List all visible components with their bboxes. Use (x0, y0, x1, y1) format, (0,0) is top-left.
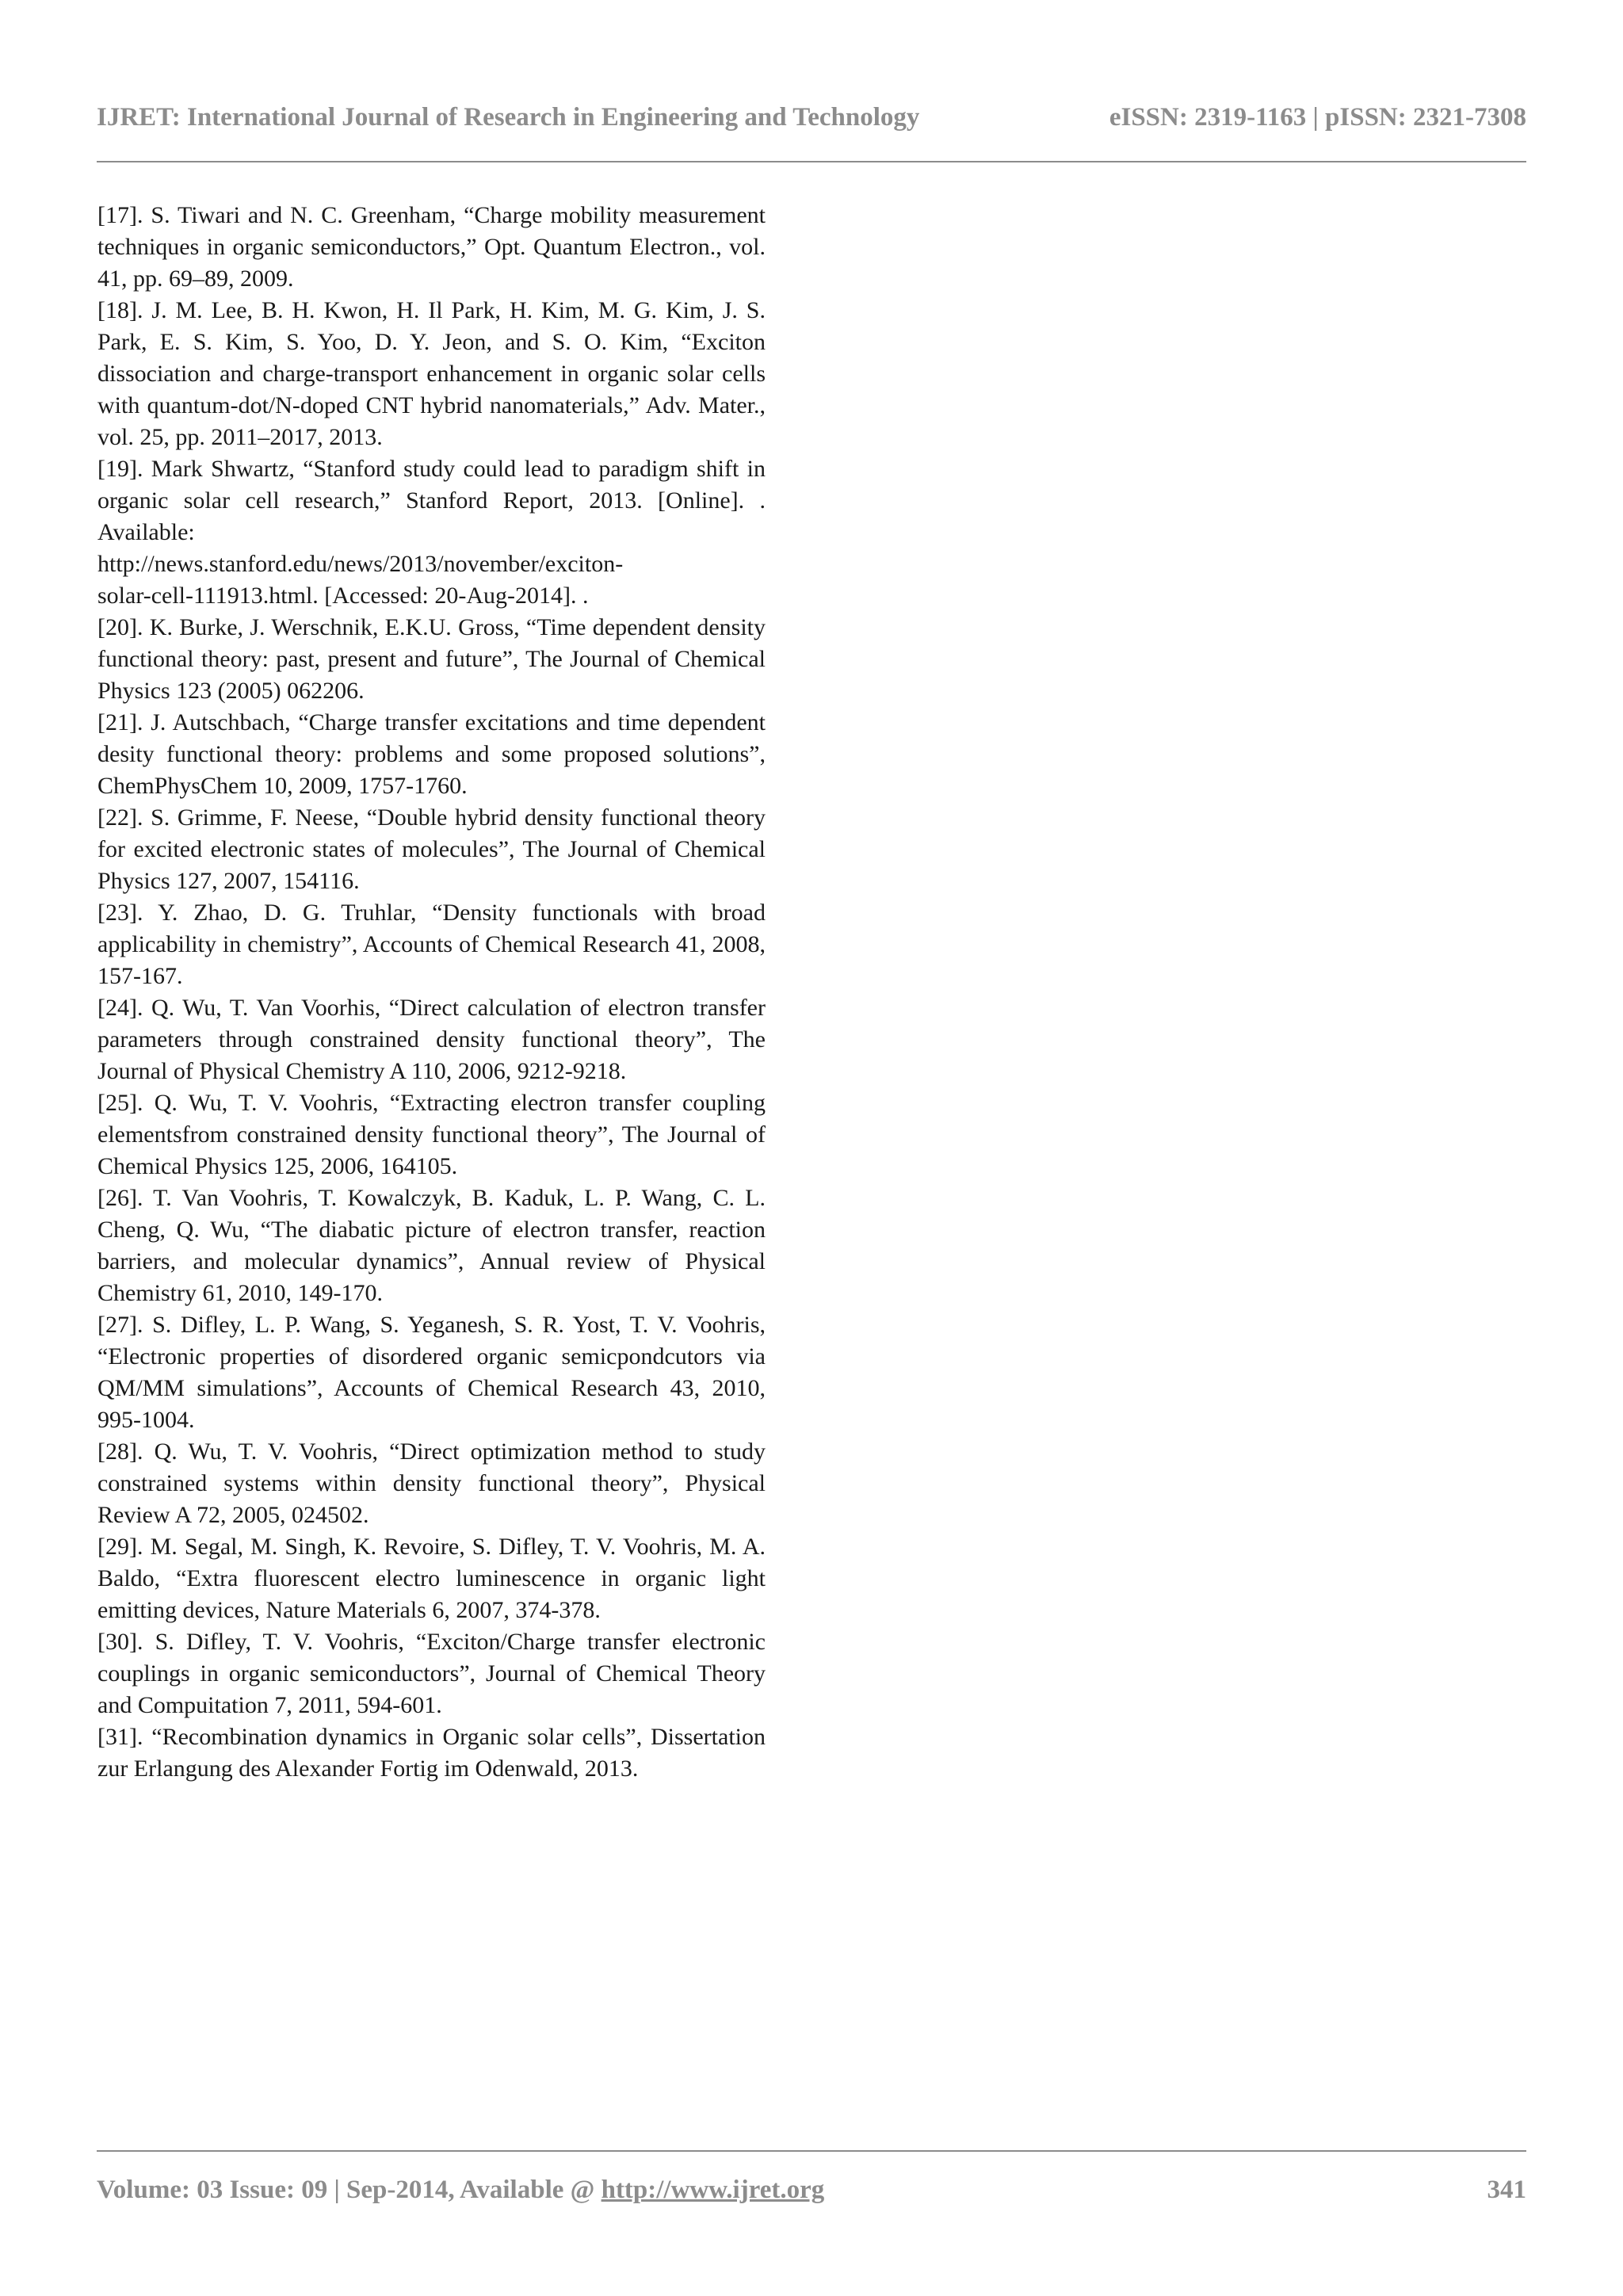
reference-23: [23]. Y. Zhao, D. G. Truhlar, “Density functionals with broad applicability in chemistry”, Accounts of Chemical Research 41, 2008, 157-167. (97, 900, 766, 989)
page-footer (97, 2168, 1526, 2212)
reference-17: [17]. S. Tiwari and N. C. Greenham, “Charge mobility measurement techniques in organic semiconductors,” Opt. Quantum Electron., vol. 41, pp. 69–89, 2009. (97, 202, 766, 292)
reference-30: [30]. S. Difley, T. V. Voohris, “Exciton/Charge transfer electronic couplings in organic semiconductors”, Journal of Chemical Theory and Compuitation 7, 2011, 594-601. (97, 1629, 766, 1718)
footer-divider (97, 2150, 1526, 2152)
reference-19-url-line-2: solar-cell-111913.html. [Accessed: 20-Aug-2014]. . (97, 583, 589, 609)
reference-26: [26]. T. Van Voohris, T. Kowalczyk, B. Kaduk, L. P. Wang, C. L. Cheng, Q. Wu, “The diabatic picture of electron transfer, reaction barriers, and molecular dynamics”, Annual review of Physical Chemistry 61, 2010, 149-170. (97, 1185, 766, 1306)
reference-20: [20]. K. Burke, J. Werschnik, E.K.U. Gross, “Time dependent density functional theory: past, present and future”, The Journal of Chemical Physics 123 (2005) 062206. (97, 614, 766, 704)
reference-28: [28]. Q. Wu, T. V. Voohris, “Direct optimization method to study constrained systems within density functional theory”, Physical Review A 72, 2005, 024502. (97, 1438, 766, 1528)
volume-info (97, 2176, 824, 2205)
journal-link[interactable]: http://www.ijret.org (601, 2175, 825, 2204)
page-header (97, 94, 1526, 141)
issn-text: eISSN: 2319-1163 | pISSN: 2321-7308 (1109, 102, 1526, 132)
reference-22: [22]. S. Grimme, F. Neese, “Double hybrid density functional theory for excited electronic states of molecules”, The Journal of Chemical Physics 127, 2007, 154116. (97, 804, 766, 894)
reference-19: [19]. Mark Shwartz, “Stanford study could lead to paradigm shift in organic solar cell research,” Stanford Report, 2013. [Online]. . Available: (97, 456, 766, 545)
volume-text: Volume: 03 Issue: 09 | Sep-2014, Available @ (97, 2175, 601, 2204)
reference-27: [27]. S. Difley, L. P. Wang, S. Yeganesh, S. R. Yost, T. V. Voohris, “Electronic properties of disordered organic semicpondcutors via QM/MM simulations”, Accounts of Chemical Research 43, 2010, 995-1004. (97, 1312, 766, 1433)
reference-list (97, 200, 766, 1785)
reference-29: [29]. M. Segal, M. Singh, K. Revoire, S. Difley, T. V. Voohris, M. A. Baldo, “Extra fluorescent electro luminescence in organic light emitting devices, Nature Materials 6, 2007, 374-378. (97, 1534, 766, 1623)
page-number: 341 (1487, 2175, 1526, 2204)
reference-21: [21]. J. Autschbach, “Charge transfer excitations and time dependent desity functional theory: problems and some proposed solutions”, ChemPhysChem 10, 2009, 1757-1760. (97, 709, 766, 799)
header-divider (97, 161, 1526, 162)
reference-25: [25]. Q. Wu, T. V. Voohris, “Extracting electron transfer coupling elementsfrom constrained density functional theory”, The Journal of Chemical Physics 125, 2006, 164105. (97, 1090, 766, 1179)
reference-18: [18]. J. M. Lee, B. H. Kwon, H. Il Park, H. Kim, M. G. Kim, J. S. Park, E. S. Kim, S. Yoo, D. Y. Jeon, and S. O. Kim, “Exciton dissociation and charge-transport enhancement in organic solar cells with quantum-dot/N-doped CNT hybrid nanomaterials,” Adv. Mater., vol. 25, pp. 2011–2017, 2013. (97, 297, 766, 450)
reference-31: [31]. “Recombination dynamics in Organic solar cells”, Dissertation zur Erlangung des Alexander Fortig im Odenwald, 2013. (97, 1724, 766, 1782)
journal-title: IJRET: International Journal of Research in Engineering and Technology (97, 102, 920, 132)
reference-19-url-line-1: http://news.stanford.edu/news/2013/november/exciton- (97, 551, 624, 577)
reference-24: [24]. Q. Wu, T. Van Voorhis, “Direct calculation of electron transfer parameters through constrained density functional theory”, The Journal of Physical Chemistry A 110, 2006, 9212-9218. (97, 995, 766, 1084)
